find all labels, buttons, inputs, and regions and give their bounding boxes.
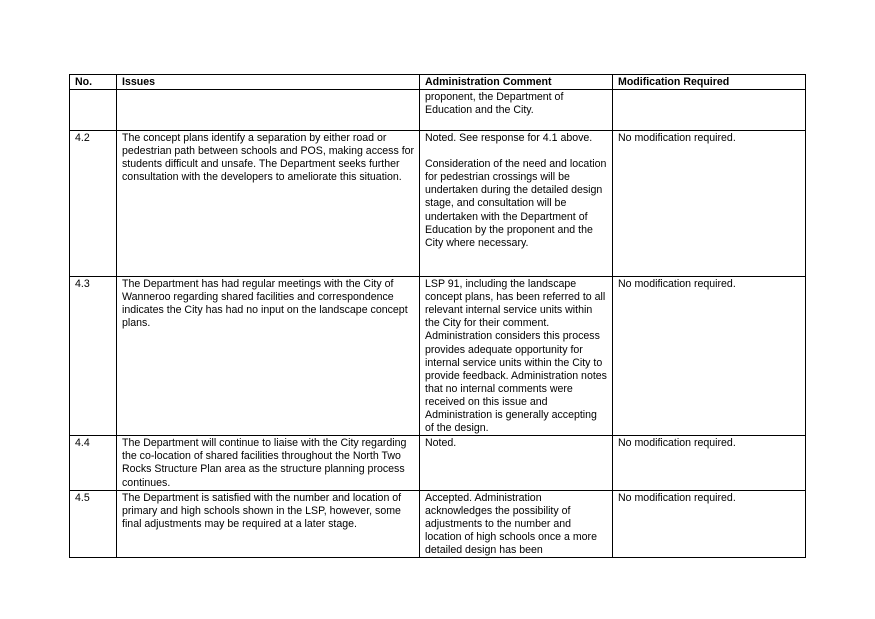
table-row — [70, 436, 806, 490]
admin-paragraph: Noted. — [425, 437, 457, 450]
header-modification-required: Modification Required — [613, 75, 806, 90]
table-row — [70, 131, 806, 277]
table-row — [70, 90, 806, 131]
admin-paragraph: LSP 91, including the landscape concept plans, has been referred to all relevant internal service units within the City for their comment. Administration considers this process provides adequate opportunity for internal service units within the City to provide feedback. Administration notes that no internal comments were received on this issue and Administration is generally accepting of the design. — [425, 278, 607, 435]
admin-paragraph: Accepted. Administration acknowledges the possibility of adjustments to the number and location of high schools once a more detailed design has been — [425, 491, 597, 556]
cell-modification: No modification required. — [613, 436, 806, 490]
table-header-row — [70, 75, 806, 90]
cell-admin-comment — [420, 490, 613, 557]
cell-no: 4.4 — [70, 436, 117, 490]
cell-issue: The Department is satisfied with the number and location of primary and high schools shown in the LSP, however, some final adjustments may be required at a later stage. — [117, 490, 420, 557]
cell-modification — [613, 90, 806, 131]
submissions-table — [69, 74, 806, 558]
cell-modification: No modification required. — [613, 277, 806, 436]
cell-issue: The concept plans identify a separation by either road or pedestrian path between schools and POS, making access for students difficult and unsafe. The Department seeks further consultation with the developers to ameliorate this situation. — [117, 131, 420, 277]
cell-no — [70, 90, 117, 131]
admin-paragraph: Consideration of the need and location for pedestrian crossings will be undertaken during the detailed design stage, and consultation will be undertaken with the Department of Education by the proponent and the City where necessary. — [425, 158, 607, 249]
cell-no: 4.2 — [70, 131, 117, 277]
cell-modification: No modification required. — [613, 131, 806, 277]
header-no: No. — [70, 75, 117, 90]
cell-admin-comment — [420, 90, 613, 131]
cell-modification: No modification required. — [613, 490, 806, 557]
paragraph-spacer — [425, 145, 608, 158]
cell-issue: The Department has had regular meetings with the City of Wanneroo regarding shared facilities and correspondence indicates the City has had no input on the landscape concept plans. — [117, 277, 420, 436]
admin-paragraph: Noted. See response for 4.1 above. — [425, 132, 593, 145]
cell-issue — [117, 90, 420, 131]
cell-issue: The Department will continue to liaise with the City regarding the co-location of shared facilities throughout the North Two Rocks Structure Plan area as the structure planning process continues. — [117, 436, 420, 490]
table-row — [70, 277, 806, 436]
cell-admin-comment — [420, 277, 613, 436]
admin-paragraph: proponent, the Department of Education and the City. — [425, 91, 564, 117]
header-admin-comment: Administration Comment — [420, 75, 613, 90]
cell-no: 4.5 — [70, 490, 117, 557]
cell-admin-comment — [420, 436, 613, 490]
cell-no: 4.3 — [70, 277, 117, 436]
cell-admin-comment — [420, 131, 613, 277]
table-row — [70, 490, 806, 557]
header-issues: Issues — [117, 75, 420, 90]
